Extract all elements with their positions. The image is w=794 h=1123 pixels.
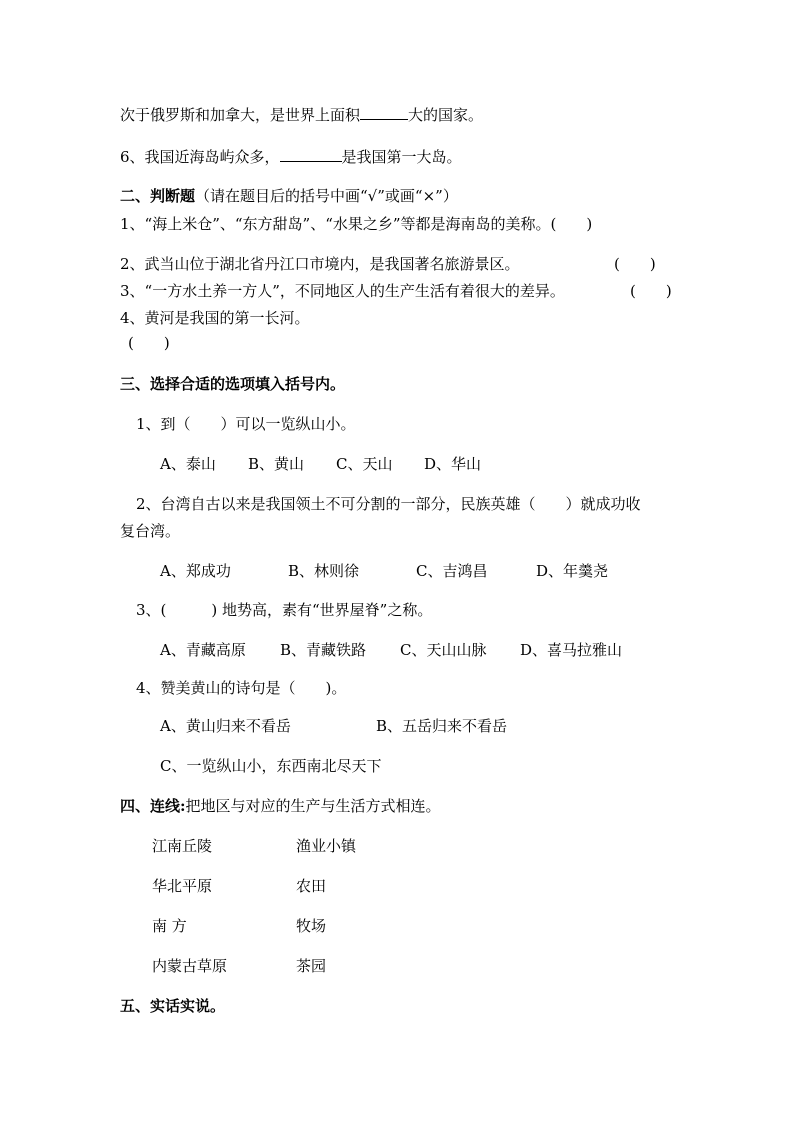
- choice-question-4-option-a[interactable]: A、黄山归来不看岳: [160, 717, 291, 735]
- question-6: [120, 146, 462, 167]
- section-4-instruction: 把地区与对应的生产与生活方式相连。: [185, 797, 441, 815]
- choice-question-2-option-b[interactable]: B、林则徐: [288, 562, 360, 580]
- choice-question-1-option-c[interactable]: C、天山: [336, 455, 393, 473]
- section-5-title: 五、实话实说。: [120, 997, 226, 1015]
- match-activity-4[interactable]: 茶园: [296, 957, 327, 975]
- section-2-instruction: （请在题目后的括号中画“√”或画“×”）: [195, 187, 458, 205]
- judge-question-2: 2、武当山位于湖北省丹江口市境内，是我国著名旅游景区。: [120, 255, 520, 273]
- fill-blank-line-a-suffix: 大的国家。: [408, 106, 484, 124]
- match-region-1[interactable]: 江南丘陵: [152, 837, 213, 855]
- match-activity-3[interactable]: 牧场: [296, 917, 327, 935]
- choice-question-2-option-a[interactable]: A、郑成功: [160, 562, 231, 580]
- judge-question-4-bracket[interactable]: ( ): [128, 334, 170, 352]
- judge-question-2-bracket[interactable]: ( ): [614, 255, 656, 273]
- choice-question-1-option-a[interactable]: A、泰山: [160, 455, 216, 473]
- choice-question-2-stem-line2: 复台湾。: [120, 522, 181, 540]
- choice-question-2-stem-line1: 2、台湾自古以来是我国领土不可分割的一部分，民族英雄（ ）就成功收: [136, 495, 641, 513]
- match-region-2[interactable]: 华北平原: [152, 877, 213, 895]
- judge-question-1: 1、“海上米仓”、“东方甜岛”、“水果之乡”等都是海南岛的美称。( ): [120, 215, 593, 233]
- answer-blank[interactable]: [360, 104, 408, 120]
- choice-question-2-option-c[interactable]: C、吉鸿昌: [416, 562, 488, 580]
- choice-question-4-stem: 4、赞美黄山的诗句是（ )。: [136, 679, 347, 697]
- choice-question-3-option-d[interactable]: D、喜马拉雅山: [520, 641, 623, 659]
- section-2-title: 二、判断题: [120, 187, 196, 205]
- match-region-4[interactable]: 内蒙古草原: [152, 957, 228, 975]
- answer-blank[interactable]: [280, 146, 342, 162]
- match-activity-1[interactable]: 渔业小镇: [296, 837, 357, 855]
- choice-question-1-option-d[interactable]: D、华山: [424, 455, 482, 473]
- fill-blank-line-a-prefix: 次于俄罗斯和加拿大，是世界上面积: [120, 106, 361, 124]
- judge-question-4: 4、黄河是我国的第一长河。: [120, 309, 310, 327]
- question-6-prefix: 6、我国近海岛屿众多，: [120, 148, 280, 166]
- section-3-title: 三、选择合适的选项填入括号内。: [120, 375, 346, 393]
- choice-question-3-option-a[interactable]: A、青藏高原: [160, 641, 246, 659]
- section-4-title: 四、连线:: [120, 797, 186, 815]
- judge-question-3-bracket[interactable]: ( ): [630, 282, 672, 300]
- choice-question-3-option-b[interactable]: B、青藏铁路: [280, 641, 367, 659]
- match-region-3[interactable]: 南 方: [152, 917, 187, 935]
- choice-question-3-option-c[interactable]: C、天山山脉: [400, 641, 487, 659]
- choice-question-1-option-b[interactable]: B、黄山: [248, 455, 305, 473]
- section-4-heading: [120, 796, 441, 816]
- choice-question-1-stem: 1、到（ ）可以一览纵山小。: [136, 415, 356, 433]
- question-6-suffix: 是我国第一大岛。: [341, 148, 462, 166]
- choice-question-2-option-d[interactable]: D、年羹尧: [536, 562, 609, 580]
- judge-question-3: 3、“一方水土养一方人”，不同地区人的生产生活有着很大的差异。: [120, 282, 565, 300]
- fill-blank-line-a: [120, 104, 483, 125]
- section-2-heading: [120, 186, 458, 206]
- choice-question-4-option-b[interactable]: B、五岳归来不看岳: [376, 717, 508, 735]
- choice-question-4-option-c[interactable]: C、一览纵山小，东西南北尽天下: [160, 757, 382, 775]
- choice-question-3-stem: 3、( ) 地势高，素有“世界屋脊”之称。: [136, 601, 433, 619]
- match-activity-2[interactable]: 农田: [296, 877, 327, 895]
